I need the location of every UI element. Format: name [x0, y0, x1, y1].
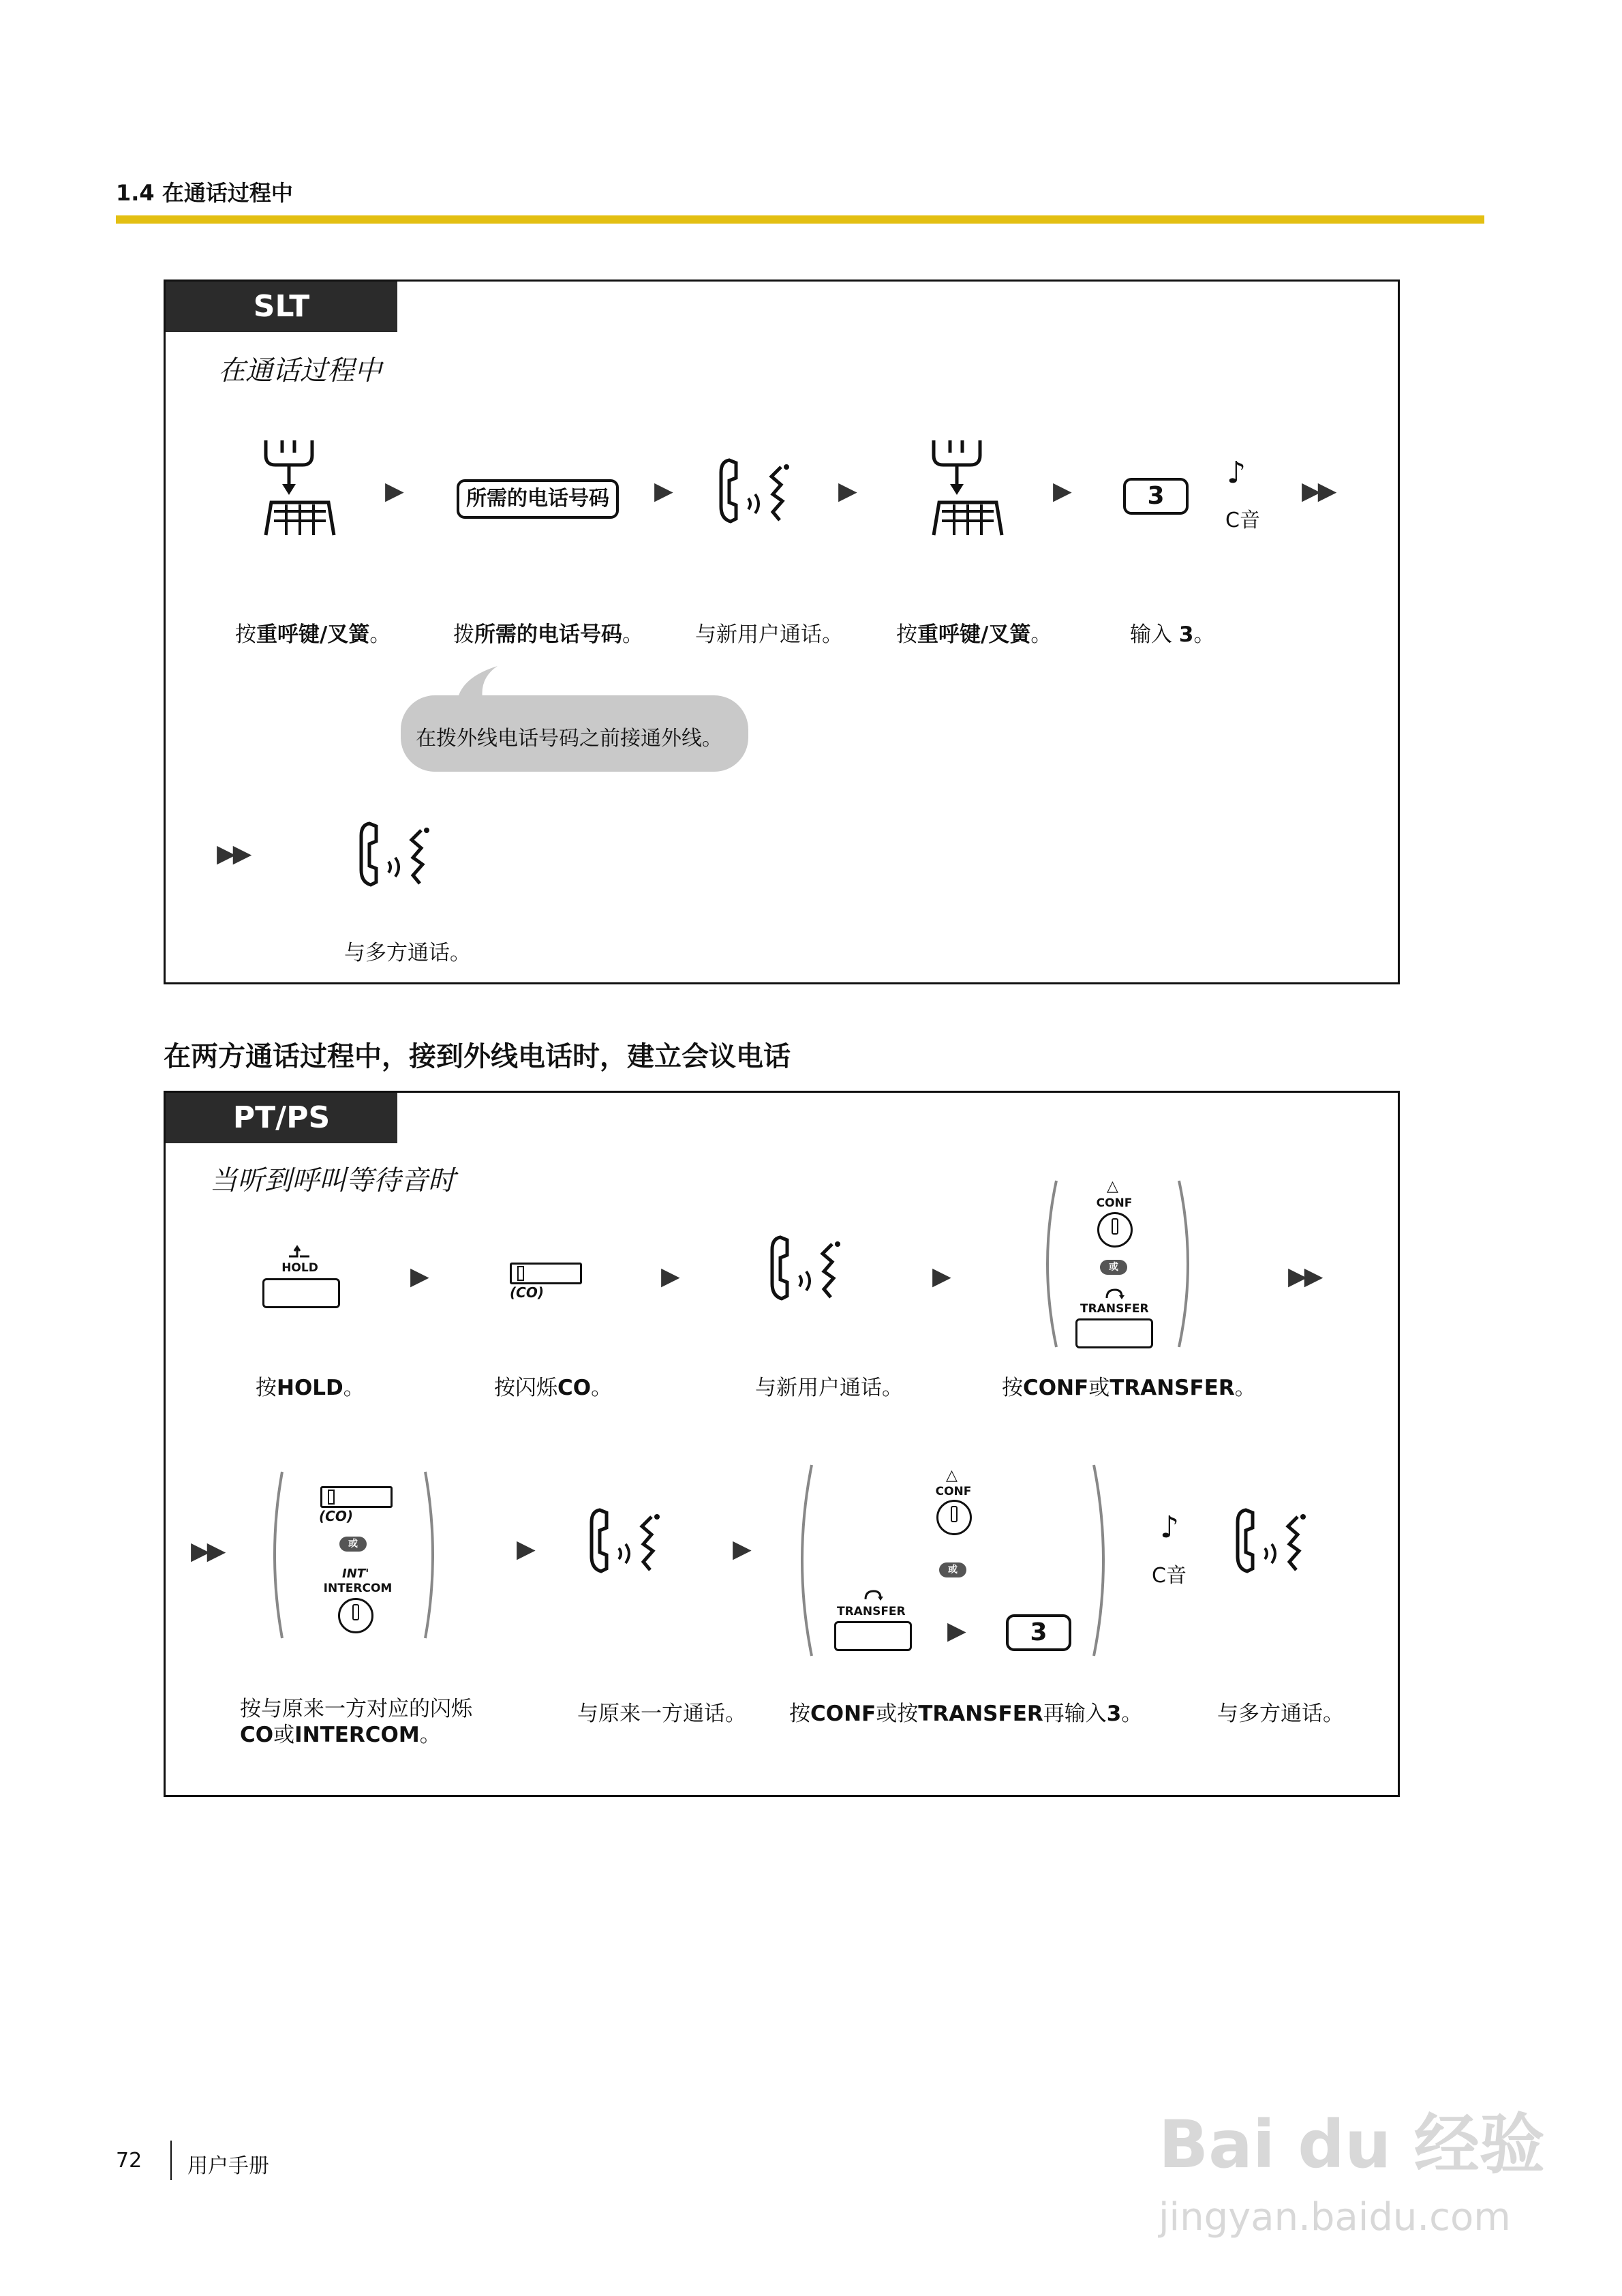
- step-label: 按重呼键/叉簧。: [896, 622, 1052, 647]
- ptps-tab: PT/PS: [166, 1093, 397, 1143]
- header-rule: [116, 215, 1484, 224]
- co-led: [328, 1490, 335, 1505]
- note-text: 在拨外线电话号码之前接通外线。: [416, 727, 722, 751]
- conf-caption: CONF: [935, 1485, 972, 1498]
- talk-icon: [356, 817, 438, 898]
- step-label: 输入 3。: [1130, 622, 1215, 647]
- key-3: 3: [1123, 478, 1189, 515]
- hold-caption: HOLD: [281, 1261, 318, 1275]
- co-button: [510, 1263, 582, 1284]
- flow-arrow: ▶: [410, 1263, 429, 1290]
- co-caption: (CO): [510, 1284, 544, 1301]
- flow-arrow: ▶: [385, 477, 404, 505]
- flow-arrow: ▶: [947, 1617, 966, 1645]
- continue-arrow: ▶▶: [217, 840, 249, 868]
- intercom-caption: INTERCOM: [323, 1582, 393, 1595]
- co-button: [320, 1486, 393, 1508]
- key-3: 3: [1006, 1614, 1071, 1651]
- transfer-caption: TRANSFER: [837, 1605, 906, 1618]
- step-label: 拨所需的电话号码。: [453, 622, 643, 647]
- music-note-icon: ♪: [1227, 455, 1246, 490]
- talk-icon: [767, 1230, 848, 1312]
- flow-arrow: ▶: [733, 1535, 752, 1563]
- co-led: [517, 1266, 524, 1281]
- step-label: 按CONF或按TRANSFER再输入3。: [789, 1702, 1143, 1726]
- talk-icon: [586, 1503, 668, 1585]
- page-number: 72: [116, 2149, 142, 2173]
- step-label: 按CONF或TRANSFER。: [1002, 1376, 1256, 1400]
- conf-arrow-icon: △: [946, 1467, 958, 1484]
- step-label: 与多方通话。: [344, 941, 471, 965]
- talk-icon: [1232, 1503, 1314, 1585]
- step-label: 按HOLD。: [256, 1376, 365, 1400]
- co-caption: (CO): [319, 1508, 353, 1524]
- step-label: 按闪烁CO。: [494, 1376, 613, 1400]
- intercom-button: [338, 1598, 373, 1633]
- slt-tab: SLT: [166, 282, 397, 332]
- conf-button: [936, 1500, 972, 1535]
- int-caption: INT': [342, 1567, 369, 1581]
- conf-caption: CONF: [1096, 1196, 1133, 1210]
- flash-hookswitch-icon: [259, 436, 341, 539]
- continue-arrow: ▶▶: [1288, 1263, 1321, 1290]
- section-heading: 在两方通话过程中，接到外线电话时，建立会议电话: [164, 1041, 791, 1072]
- or-badge: 或: [939, 1562, 966, 1577]
- transfer-arrow-icon: [863, 1588, 883, 1602]
- watermark-url: jingyan.baidu.com: [1159, 2195, 1511, 2239]
- footer-title: 用户手册: [187, 2154, 269, 2178]
- ptps-subtitle: 当听到呼叫等待音时: [210, 1165, 455, 1196]
- transfer-button: [1075, 1318, 1153, 1348]
- step-label: 与多方通话。: [1217, 1702, 1344, 1726]
- or-badge: 或: [339, 1537, 367, 1552]
- transfer-arrow-icon: [1104, 1287, 1124, 1301]
- talk-icon: [716, 453, 797, 535]
- continue-arrow: ▶▶: [191, 1537, 224, 1565]
- step-label: 与新用户通话。: [755, 1376, 903, 1400]
- section-title: 1.4 在通话过程中: [116, 180, 293, 206]
- step-label: 与新用户通话。: [695, 622, 843, 647]
- hold-button: [262, 1278, 340, 1308]
- footer-divider: [170, 2141, 172, 2180]
- hold-arrow-icon: [286, 1244, 313, 1260]
- transfer-caption: TRANSFER: [1080, 1302, 1149, 1316]
- c-tone-label: C音: [1225, 509, 1260, 532]
- watermark-logo: Bai du 经验: [1159, 2106, 1545, 2183]
- continue-arrow: ▶▶: [1302, 477, 1334, 505]
- desired-number-key: 所需的电话号码: [457, 479, 619, 519]
- flow-arrow: ▶: [932, 1263, 951, 1290]
- flow-arrow: ▶: [838, 477, 857, 505]
- transfer-button: [834, 1621, 912, 1651]
- step-label: 按与原来一方对应的闪烁 CO或INTERCOM。: [240, 1697, 472, 1747]
- conf-button: [1097, 1212, 1133, 1248]
- conf-arrow-icon: △: [1107, 1178, 1118, 1195]
- or-badge: 或: [1100, 1260, 1127, 1275]
- note-bubble: [401, 695, 748, 772]
- flow-arrow: ▶: [517, 1535, 536, 1563]
- flow-arrow: ▶: [654, 477, 673, 505]
- step-label: 与原来一方通话。: [577, 1702, 746, 1726]
- flow-arrow: ▶: [661, 1263, 680, 1290]
- step-label: 按重呼键/叉簧。: [235, 622, 391, 647]
- flash-hookswitch-icon: [927, 436, 1009, 539]
- flow-arrow: ▶: [1053, 477, 1072, 505]
- slt-subtitle: 在通话过程中: [218, 355, 382, 387]
- music-note-icon: ♪: [1160, 1510, 1180, 1545]
- c-tone-label: C音: [1152, 1564, 1187, 1588]
